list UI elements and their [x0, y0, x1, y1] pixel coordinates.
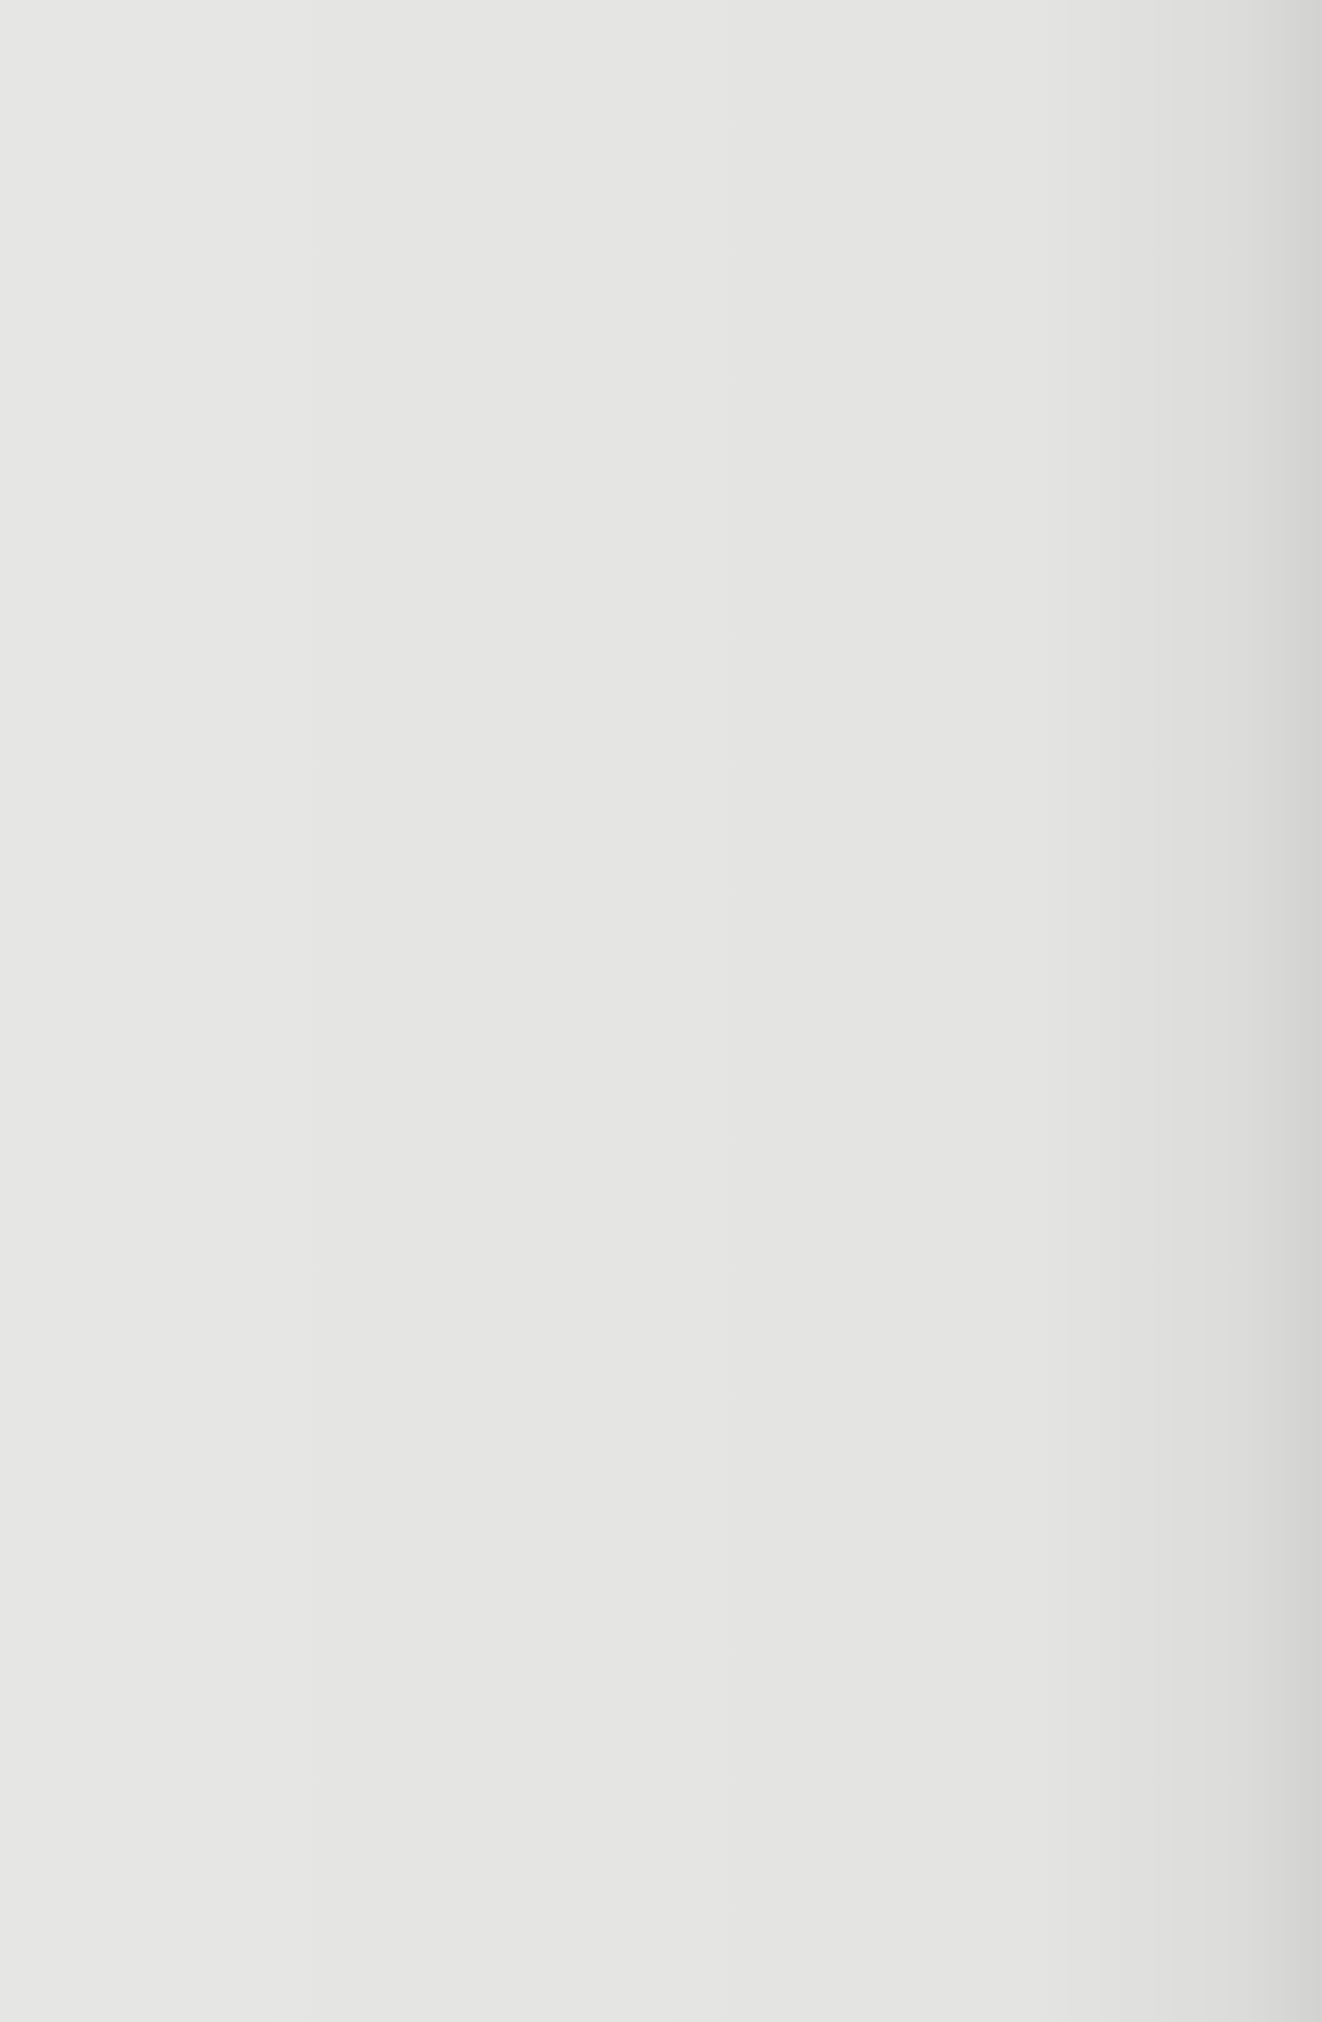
appropriation-list [340, 188, 1140, 216]
